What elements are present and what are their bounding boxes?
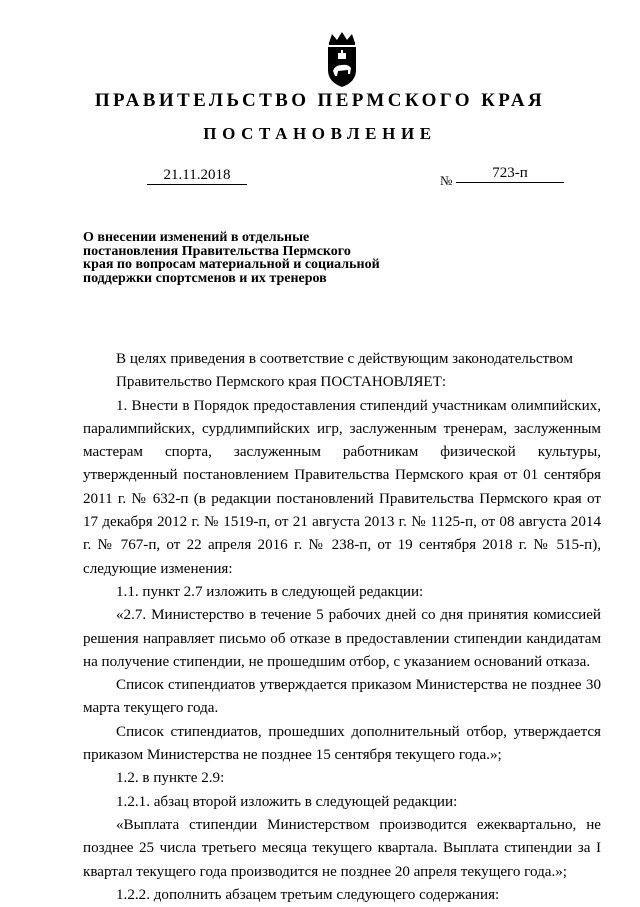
document-type: ПОСТАНОВЛЕНИЕ xyxy=(203,124,437,143)
body-paragraph: Список стипендиатов, прошедших дополнительный отбор, утверждается приказом Министерства не позднее 15 сентября текущего года.»; xyxy=(83,723,601,764)
coat-of-arms-icon xyxy=(318,30,366,88)
body-paragraph: «Выплата стипендии Министерством производится ежеквартально, не позднее 25 числа третьего месяца текущего квартала. Выплата стипендии за I квартал текущего года производится не позднее 20 апреля текущего года.»; xyxy=(83,816,601,880)
body-paragraph: 1.2. в пункте 2.9: xyxy=(116,770,225,787)
body-paragraph: Список стипендиатов утверждается приказом Министерства не позднее 30 марта текущего года. xyxy=(83,677,601,717)
government-title: ПРАВИТЕЛЬСТВО ПЕРМСКОГО КРАЯ xyxy=(94,90,546,111)
body-paragraph: 1.1. пункт 2.7 изложить в следующей редакции: xyxy=(116,583,424,600)
body-paragraph: «2.7. Министерство в течение 5 рабочих дней со дня принятия комиссией решения направляет письмо об отказе в предоставлении стипендии кандидатам на получение стипендии, не прошедшим отбор, с указанием оснований отказа. xyxy=(83,607,601,670)
body-paragraph: 1.2.1. абзац второй изложить в следующей редакции: xyxy=(116,793,458,810)
document-number: 723-п xyxy=(456,165,564,183)
document-subject: О внесении изменений в отдельные постановления Правительства Пермского края по вопросам материальной и социальной поддержки спортсменов и их тренеров xyxy=(83,230,380,286)
document-date: 21.11.2018 xyxy=(147,167,247,185)
document-body xyxy=(83,348,601,907)
body-paragraph: Правительство Пермского края ПОСТАНОВЛЯЕТ: xyxy=(116,374,447,391)
number-sign: № xyxy=(440,173,453,188)
body-paragraph: В целях приведения в соответствие с действующим законодательством xyxy=(116,351,573,367)
body-paragraph: 1.2.2. дополнить абзацем третьим следующего содержания: xyxy=(116,886,500,903)
body-paragraph: 1. Внести в Порядок предоставления стипендий участникам олимпийских, паралимпийских, сурдлимпийских игр, заслуженным тренерам, заслуженным мастерам спорта, заслуженным работникам физической культуры, утвержденный постановлением Правительства Пермского края от 01 сентября 2011 г. № 632-п (в редакции постановлений Правительства Пермского края от 17 декабря 2012 г. № 1519-п, от 21 августа 2013 г. № 1125-п, от 08 августа 2014 г. № 767-п, от 22 апреля 2016 г. № 238-п, от 19 сентября 2018 г. № 515-п), следующие изменения: xyxy=(83,397,601,577)
